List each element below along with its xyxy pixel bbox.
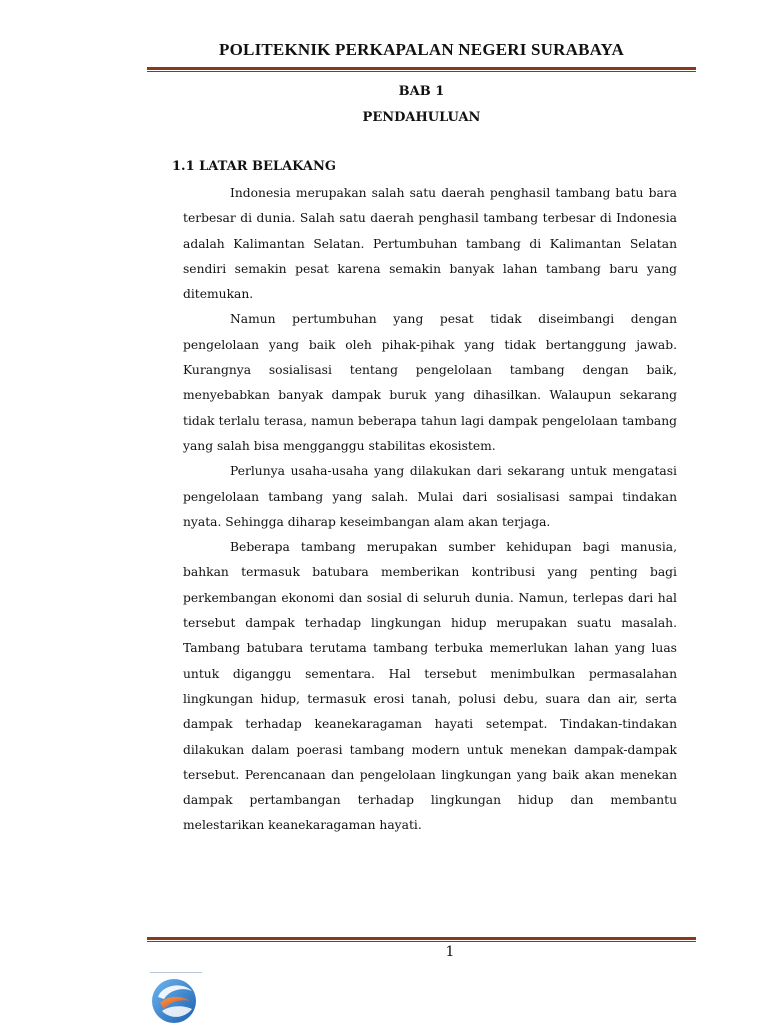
paragraph: Indonesia merupakan salah satu daerah penghasil tambang batu bara terbesar di dunia. Salah satu daerah penghasil tambang terbesar di Indonesia adalah Kalimantan Selatan. Pertumbuhan tambang di Kalimantan Selatan sendiri semakin pesat karena semakin banyak lahan tambang baru yang ditemukan. xyxy=(183,186,677,302)
chapter-title: PENDAHULUAN xyxy=(362,110,481,125)
paragraph: Perlunya usaha-usaha yang dilakukan dari sekarang untuk mengatasi pengelolaan tambang yang salah. Mulai dari sosialisasi sampai tindakan nyata. Sehingga diharap keseimbangan alam akan terjaga. xyxy=(183,464,677,529)
footer-divider xyxy=(147,937,696,942)
chapter-number: BAB 1 xyxy=(398,84,445,99)
header-divider xyxy=(147,67,696,72)
page-header-title: POLITEKNIK PERKAPALAN NEGERI SURABAYA xyxy=(219,40,624,59)
paragraph: Namun pertumbuhan yang pesat tidak diseimbangi dengan pengelolaan yang baik oleh pihak-pihak yang tidak bertanggung jawab. Kurangnya sosialisasi tentang pengelolaan tambang dengan baik, menyebabkan banyak dampak buruk yang dihasilkan. Walaupun sekarang tidak terlalu terasa, namun beberapa tahun lagi dampak pengelolaan tambang yang salah bisa mengganggu stabilitas ekosistem. xyxy=(183,312,677,453)
institution-logo-icon xyxy=(148,975,200,1024)
page-number: 1 xyxy=(445,944,455,960)
logo-divider xyxy=(150,972,202,973)
body-text xyxy=(183,181,677,839)
paragraph: Beberapa tambang merupakan sumber kehidupan bagi manusia, bahkan termasuk batubara memberikan kontribusi yang penting bagi perkembangan ekonomi dan sosial di seluruh dunia. Namun, terlepas dari hal tersebut dampak terhadap lingkungan hidup merupakan suatu masalah. Tambang batubara terutama tambang terbuka memerlukan lahan yang luas untuk diganggu sementara. Hal tersebut menimbulkan permasalahan lingkungan hidup, termasuk erosi tanah, polusi debu, suara dan air, serta dampak terhadap keanekaragaman hayati setempat. Tindakan-tindakan dilakukan dalam poerasi tambang modern untuk menekan dampak-dampak tersebut. Perencanaan dan pengelolaan lingkungan yang baik akan menekan dampak pertambangan terhadap lingkungan hidup dan membantu melestarikan keanekaragaman hayati. xyxy=(183,540,677,833)
section-heading: 1.1 LATAR BELAKANG xyxy=(172,159,337,174)
